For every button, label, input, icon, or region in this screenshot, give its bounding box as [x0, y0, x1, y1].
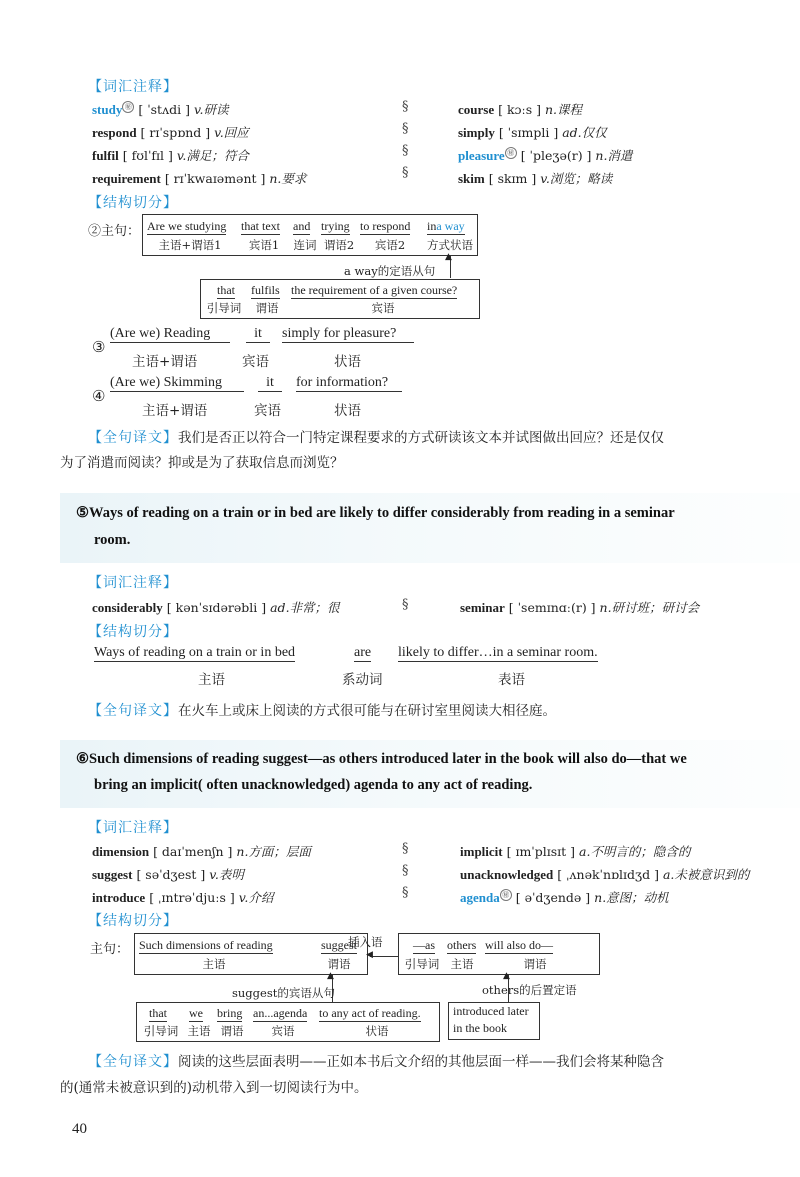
- page-number: 40: [72, 1121, 87, 1137]
- structure-box-main: Such dimensions of reading suggest 主语 谓语: [134, 933, 368, 975]
- translation-cont: 的(通常未被意识到的)动机带入到一切阅读行为中。: [60, 1080, 368, 1096]
- vocab-entry: skim [ skɪm ] v.浏览；略读: [458, 171, 613, 186]
- wavy-divider: §: [402, 597, 409, 612]
- vocab-entry: fulfil [ fʊlˈfɪl ] v.满足；符合: [92, 148, 249, 163]
- main-clause-label: 主句：: [90, 942, 130, 957]
- struct-label-5: 【结构切分】: [88, 624, 178, 640]
- arrow-left-icon: ◀: [366, 950, 373, 960]
- translation-cont: 为了消遣而阅读？抑或是为了获取信息而浏览？: [60, 455, 344, 471]
- insert-label: 插入语: [348, 935, 383, 949]
- wavy-divider: § § §: [402, 841, 409, 900]
- structure-box-clause: that fulfils the requirement of a given course? 引导词 谓语 宾语: [200, 279, 480, 319]
- arrow-up-icon: ▲: [445, 252, 452, 262]
- sentence-number: ④: [92, 387, 106, 405]
- attr-box: introduced later in the book: [448, 1002, 540, 1040]
- structure-box-clause: that we bring an...agenda to any act of reading. 引导词 主语 谓语 宾语 状语: [136, 1002, 440, 1042]
- struct-label-4: 【结构切分】: [88, 195, 178, 211]
- vocab-entry: implicit [ ɪmˈplɪsɪt ] a.不明言的；隐含的: [460, 844, 691, 859]
- sentence-number: ③: [92, 338, 106, 356]
- arrow-line: [370, 956, 398, 957]
- sentence-5-line1: ⑤Ways of reading on a train or in bed are likely to differ considerably from reading in a seminar: [76, 505, 675, 521]
- main-clause-label: ②主句：: [88, 224, 141, 239]
- clause-note: others的后置定语: [482, 983, 577, 997]
- clause-note: a way的定语从句: [344, 264, 436, 278]
- clause-note: suggest的宾语从句: [232, 986, 335, 1000]
- exam-badge-icon: ㊙: [505, 147, 517, 159]
- vocab-entry: dimension [ daɪˈmenʃn ] n.方面；层面: [92, 844, 311, 859]
- exam-badge-icon: ㊙: [122, 101, 134, 113]
- structure-box-insert: —as others will also do— 引导词 主语 谓语: [398, 933, 600, 975]
- sentence-6-line1: ⑥Such dimensions of reading suggest—as others introduced later in the book will also do—that we: [76, 751, 687, 767]
- translation: 【全句译文】我们是否正以符合一门特定课程要求的方式研读该文本并试图做出回应？还是仅仅: [88, 430, 664, 446]
- arrow-up-icon: ▲: [327, 971, 334, 981]
- wavy-divider: § § § §: [402, 99, 409, 180]
- vocab-label-6: 【词汇注释】: [88, 820, 178, 836]
- vocab-entry: requirement [ rɪˈkwaɪəmənt ] n.要求: [92, 171, 307, 186]
- vocab-entry: unacknowledged [ ˌʌnəkˈnɒlɪdʒd ] a.未被意识到的: [460, 867, 750, 882]
- vocab-label-4: 【词汇注释】: [88, 79, 178, 95]
- arrow-up-icon: ▲: [503, 971, 510, 981]
- exam-badge-icon: ㊙: [500, 889, 512, 901]
- vocab-entry: seminar [ ˈsemɪnɑː(r) ] n.研讨班；研讨会: [460, 600, 700, 615]
- vocab-entry: respond [ rɪˈspɒnd ] v.回应: [92, 125, 249, 140]
- vocab-entry: suggest [ səˈdʒest ] v.表明: [92, 867, 244, 882]
- vocab-label-5: 【词汇注释】: [88, 575, 178, 591]
- vocab-entry: introduce [ ˌɪntrəˈdjuːs ] v.介绍: [92, 890, 274, 905]
- vocab-entry: course [ kɔːs ] n.课程: [458, 102, 583, 117]
- vocab-entry: agenda ㊙ [ əˈdʒendə ] n.意图；动机: [460, 890, 669, 905]
- sentence-5-line2: room.: [94, 532, 131, 548]
- vocab-entry: study ㊙ [ ˈstʌdi ] v.研读: [92, 102, 229, 117]
- translation: 【全句译文】阅读的这些层面表明——正如本书后文介绍的其他层面一样——我们会将某种隐含: [88, 1054, 664, 1070]
- vocab-entry: simply [ ˈsɪmpli ] ad.仅仅: [458, 125, 607, 140]
- vocab-entry: pleasure ㊙ [ ˈpleʒə(r) ] n.消遣: [458, 148, 633, 163]
- struct-label-6: 【结构切分】: [88, 913, 178, 929]
- sentence-6-line2: bring an implicit( often unacknowledged) agenda to any act of reading.: [94, 777, 533, 793]
- translation: 【全句译文】在火车上或床上阅读的方式很可能与在研讨室里阅读大相径庭。: [88, 703, 556, 719]
- vocab-entry: considerably [ kənˈsɪdərəbli ] ad.非常；很: [92, 600, 340, 615]
- structure-box-main: Are we studying that text and trying to respond ina way 主语+谓语1 宾语1 连词 谓语2 宾语2 方式状语: [142, 214, 478, 256]
